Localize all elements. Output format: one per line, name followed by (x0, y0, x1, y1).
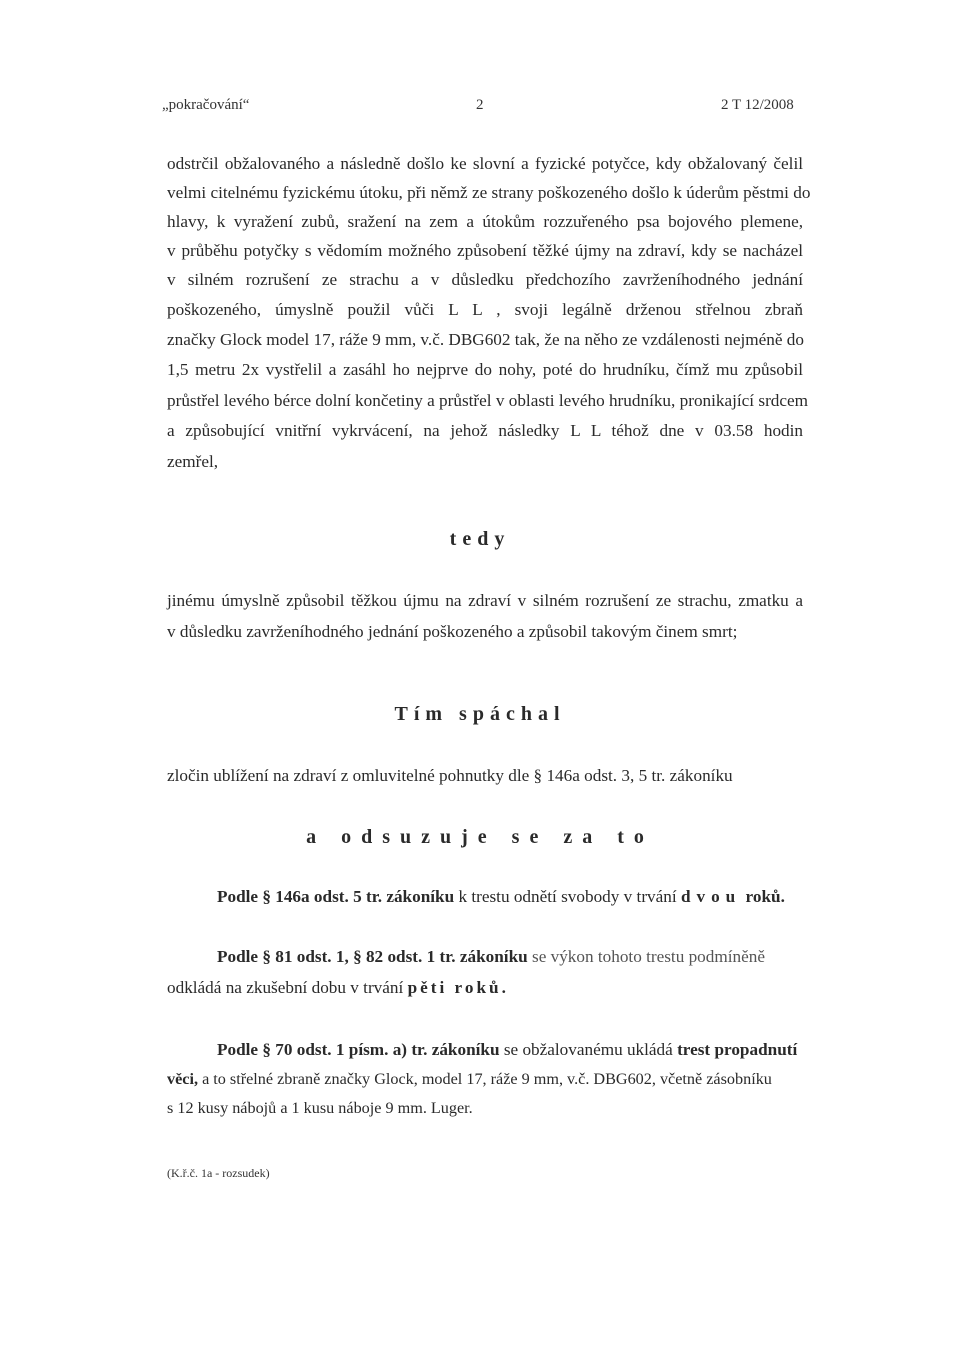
sentence-forfeiture (217, 1040, 797, 1060)
sentence-forfeiture-penalty: trest propadnutí (677, 1040, 798, 1059)
sentence-prison-unit: roků. (741, 887, 785, 906)
paragraph-line: průstřel levého bérce dolní končetiny a průstřel v oblasti levého hrudníku, pronikající srdcem (167, 391, 809, 410)
sentence-forfeiture-law: Podle § 70 odst. 1 písm. a) tr. zákoníku (217, 1040, 500, 1059)
crime-statement: zločin ublížení na zdraví z omluvitelné pohnutky dle § 146a odst. 3, 5 tr. zákoníku (167, 766, 733, 785)
heading-odsuzuje: a odsuzuje se za to (306, 826, 654, 848)
sentence-forfeiture-weapon: a to střelné zbraně značky Glock, model 17, ráže 9 mm, v.č. DBG602, včetně zásobníku (198, 1070, 772, 1088)
sentence-probation-period: pěti roků. (407, 978, 509, 997)
paragraph-line: a způsobující vnitřní vykrvácení, na jehož následky L L téhož dne v 03.58 hodin (167, 421, 803, 440)
sentence-probation-law: Podle § 81 odst. 1, § 82 odst. 1 tr. zákoníku (217, 947, 528, 966)
sentence-probation (217, 947, 765, 967)
header-continuation: „pokračování“ (162, 97, 250, 113)
paragraph-line: jinému úmyslně způsobil těžkou újmu na zdraví v silném rozrušení ze strachu, zmatku a (167, 591, 803, 610)
sentence-forfeiture-things: věci, (167, 1070, 199, 1088)
sentence-prison-duration: dvou (680, 887, 742, 906)
case-number: 2 T 12/2008 (721, 97, 794, 113)
page-number: 2 (476, 97, 484, 113)
paragraph-line: hlavy, k vyražení zubů, sražení na zem a útokům rozzuřeného psa bojového plemene, (167, 212, 803, 231)
sentence-probation-text: se výkon tohoto trestu podmíněně (527, 947, 765, 966)
sentence-forfeiture-text: se obžalovanému ukládá (499, 1040, 678, 1059)
sentence-prison-law: Podle § 146a odst. 5 tr. zákoníku (217, 887, 455, 906)
sentence-forfeiture-line3: s 12 kusy nábojů a 1 kusu náboje 9 mm. Luger. (167, 1099, 473, 1117)
heading-tedy: tedy (449, 528, 511, 550)
footer-note: (K.ř.č. 1a - rozsudek) (167, 1166, 270, 1180)
paragraph-line: v silném rozrušení ze strachu a v důsledku předchozího zavrženíhodného jednání (167, 270, 803, 289)
sentence-probation-period-text: odkládá na zkušební dobu v trvání (167, 978, 408, 997)
paragraph-line: zemřel, (167, 452, 219, 471)
paragraph-line: v důsledku zavrženíhodného jednání poškozeného a způsobil takovým činem smrt; (167, 622, 738, 641)
paragraph-line: velmi citelnému fyzickému útoku, při němž ze strany poškozeného došlo k úderům pěstmi do (167, 183, 811, 202)
sentence-prison (217, 887, 785, 907)
sentence-forfeiture-line2 (167, 1070, 772, 1089)
paragraph-line: odstrčil obžalovaného a následně došlo ke slovní a fyzické potyčce, kdy obžalovaný čelil (167, 154, 803, 173)
heading-spachal: Tím spáchal (394, 703, 566, 725)
paragraph-line: 1,5 metru 2x vystřelil a zasáhl ho nejprve do nohy, poté do hrudníku, čímž mu způsobil (167, 360, 803, 379)
paragraph-line: poškozeného, úmyslně použil vůči L L , svoji legálně drženou střelnou zbraň (167, 300, 803, 319)
sentence-probation-line2 (167, 978, 509, 998)
paragraph-line: v průběhu potyčky s vědomím možného způsobení těžké újmy na zdraví, kdy se nacházel (167, 241, 803, 260)
sentence-prison-text: k trestu odnětí svobody v trvání (454, 887, 681, 906)
paragraph-line: značky Glock model 17, ráže 9 mm, v.č. DBG602 tak, že na něho ze vzdálenosti nejméně do (167, 330, 804, 349)
